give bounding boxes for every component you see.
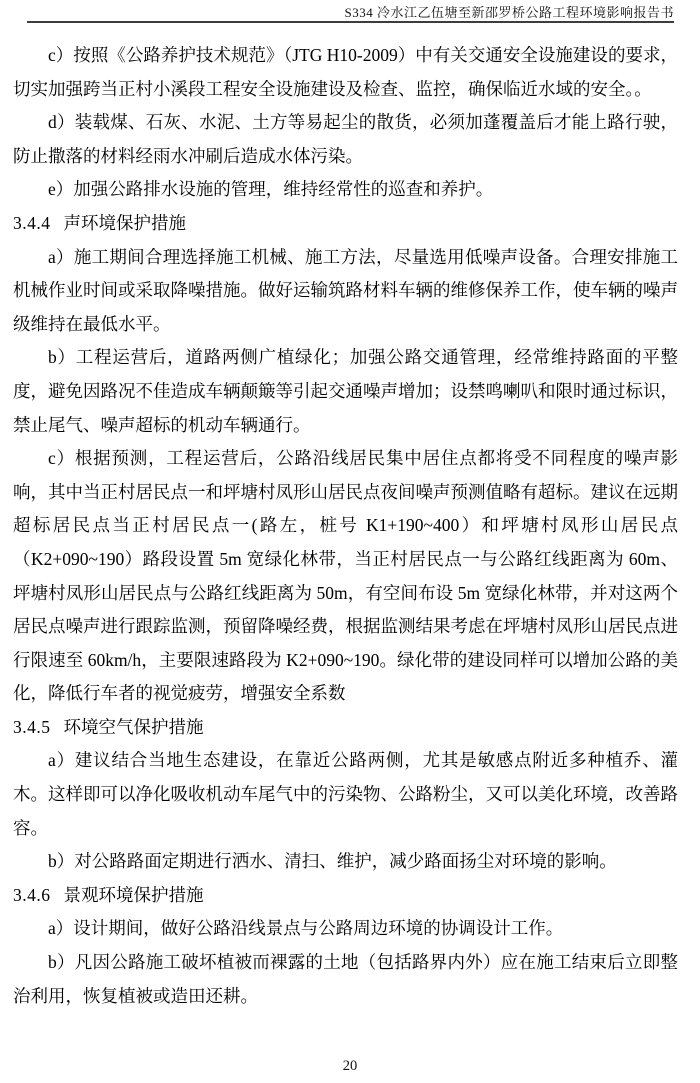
header-title: S334 冷水江乙伍塘至新邵罗桥公路工程环境影响报告书 xyxy=(344,5,674,20)
section-title: 声环境保护措施 xyxy=(63,212,186,233)
section-heading-3-4-5 xyxy=(13,711,678,745)
paragraph-b-noise-operation: b）工程运营后，道路两侧广植绿化；加强公路交通管理，经常维持路面的平整度，避免因路况不佳造成车辆颠簸等引起交通噪声增加；设禁鸣喇叭和限时通过标识，禁止尾气、噪声超标的机动车辆通行。 xyxy=(13,347,678,435)
paragraph-c-maintenance: c）按照《公路养护技术规范》（JTG H10-2009）中有关交通安全设施建设的要求，切实加强跨当正村小溪段工程安全设施建设及检查、监控，确保临近水域的安全。。 xyxy=(13,45,678,99)
section-number: 3.4.6 xyxy=(13,884,51,905)
page-number: 20 xyxy=(342,1058,358,1074)
document-body xyxy=(13,39,678,1013)
section-heading-3-4-4 xyxy=(13,207,678,241)
section-number: 3.4.5 xyxy=(13,716,51,737)
header-rule xyxy=(27,21,674,23)
section-number: 3.4.4 xyxy=(13,212,51,233)
paragraph-a-air-planting: a）建议结合当地生态建设，在靠近公路两侧，尤其是敏感点附近多种植乔、灌木。这样即可以净化吸收机动车尾气中的污染物、公路粉尘，又可以美化环境，改善路容。 xyxy=(13,750,678,838)
paragraph-b-air-watering: b）对公路路面定期进行洒水、清扫、维护，减少路面扬尘对环境的影响。 xyxy=(48,851,617,872)
paragraph-a-noise-construction: a）施工期间合理选择施工机械、施工方法，尽量选用低噪声设备。合理安排施工机械作业时间或采取降噪措施。做好运输筑路材料车辆的维修保养工作，使车辆的噪声级维持在最低水平。 xyxy=(13,246,678,334)
paragraph-e-drainage: e）加强公路排水设施的管理，维持经常性的巡查和养护。 xyxy=(48,179,494,200)
paragraph-d-dust-cargo: d）装载煤、石灰、水泥、土方等易起尘的散货，必须加蓬覆盖后才能上路行驶，防止撒落的材料经雨水冲刷后造成水体污染。 xyxy=(13,112,678,166)
page-footer xyxy=(0,1058,700,1075)
paragraph-c-noise-prediction: c）根据预测，工程运营后，公路沿线居民集中居住点都将受不同程度的噪声影响，其中当正村居民点一和坪塘村凤形山居民点夜间噪声预测值略有超标。建议在远期超标居民点当正村居民点一(路左，桩号 K1+190~400）和坪塘村凤形山居民点（K2+090~190）路段设置 5m 宽绿化林带，当正村居民点一与公路红线距离为 60m、坪塘村凤形山居民点与公路红线距离为 50m，有空间布设 5m 宽绿化林带，并对这两个居民点噪声进行跟踪监测，预留降噪经费，根据监测结果考虑在坪塘村凤形山居民点进行限速至 60km/h，主要限速路段为 K2+090~190。绿化带的建设同样可以增加公路的美化，降低行车者的视觉疲劳，增强安全系数 xyxy=(13,448,678,704)
section-heading-3-4-6 xyxy=(13,879,678,913)
paragraph-b-landscape-restore: b）凡因公路施工破坏植被而裸露的土地（包括路界内外）应在施工结束后立即整治利用，恢复植被或造田还耕。 xyxy=(13,952,678,1006)
paragraph-a-landscape-design: a）设计期间，做好公路沿线景点与公路周边环境的协调设计工作。 xyxy=(48,918,564,939)
section-title: 环境空气保护措施 xyxy=(63,716,204,737)
section-title: 景观环境保护措施 xyxy=(63,884,204,905)
